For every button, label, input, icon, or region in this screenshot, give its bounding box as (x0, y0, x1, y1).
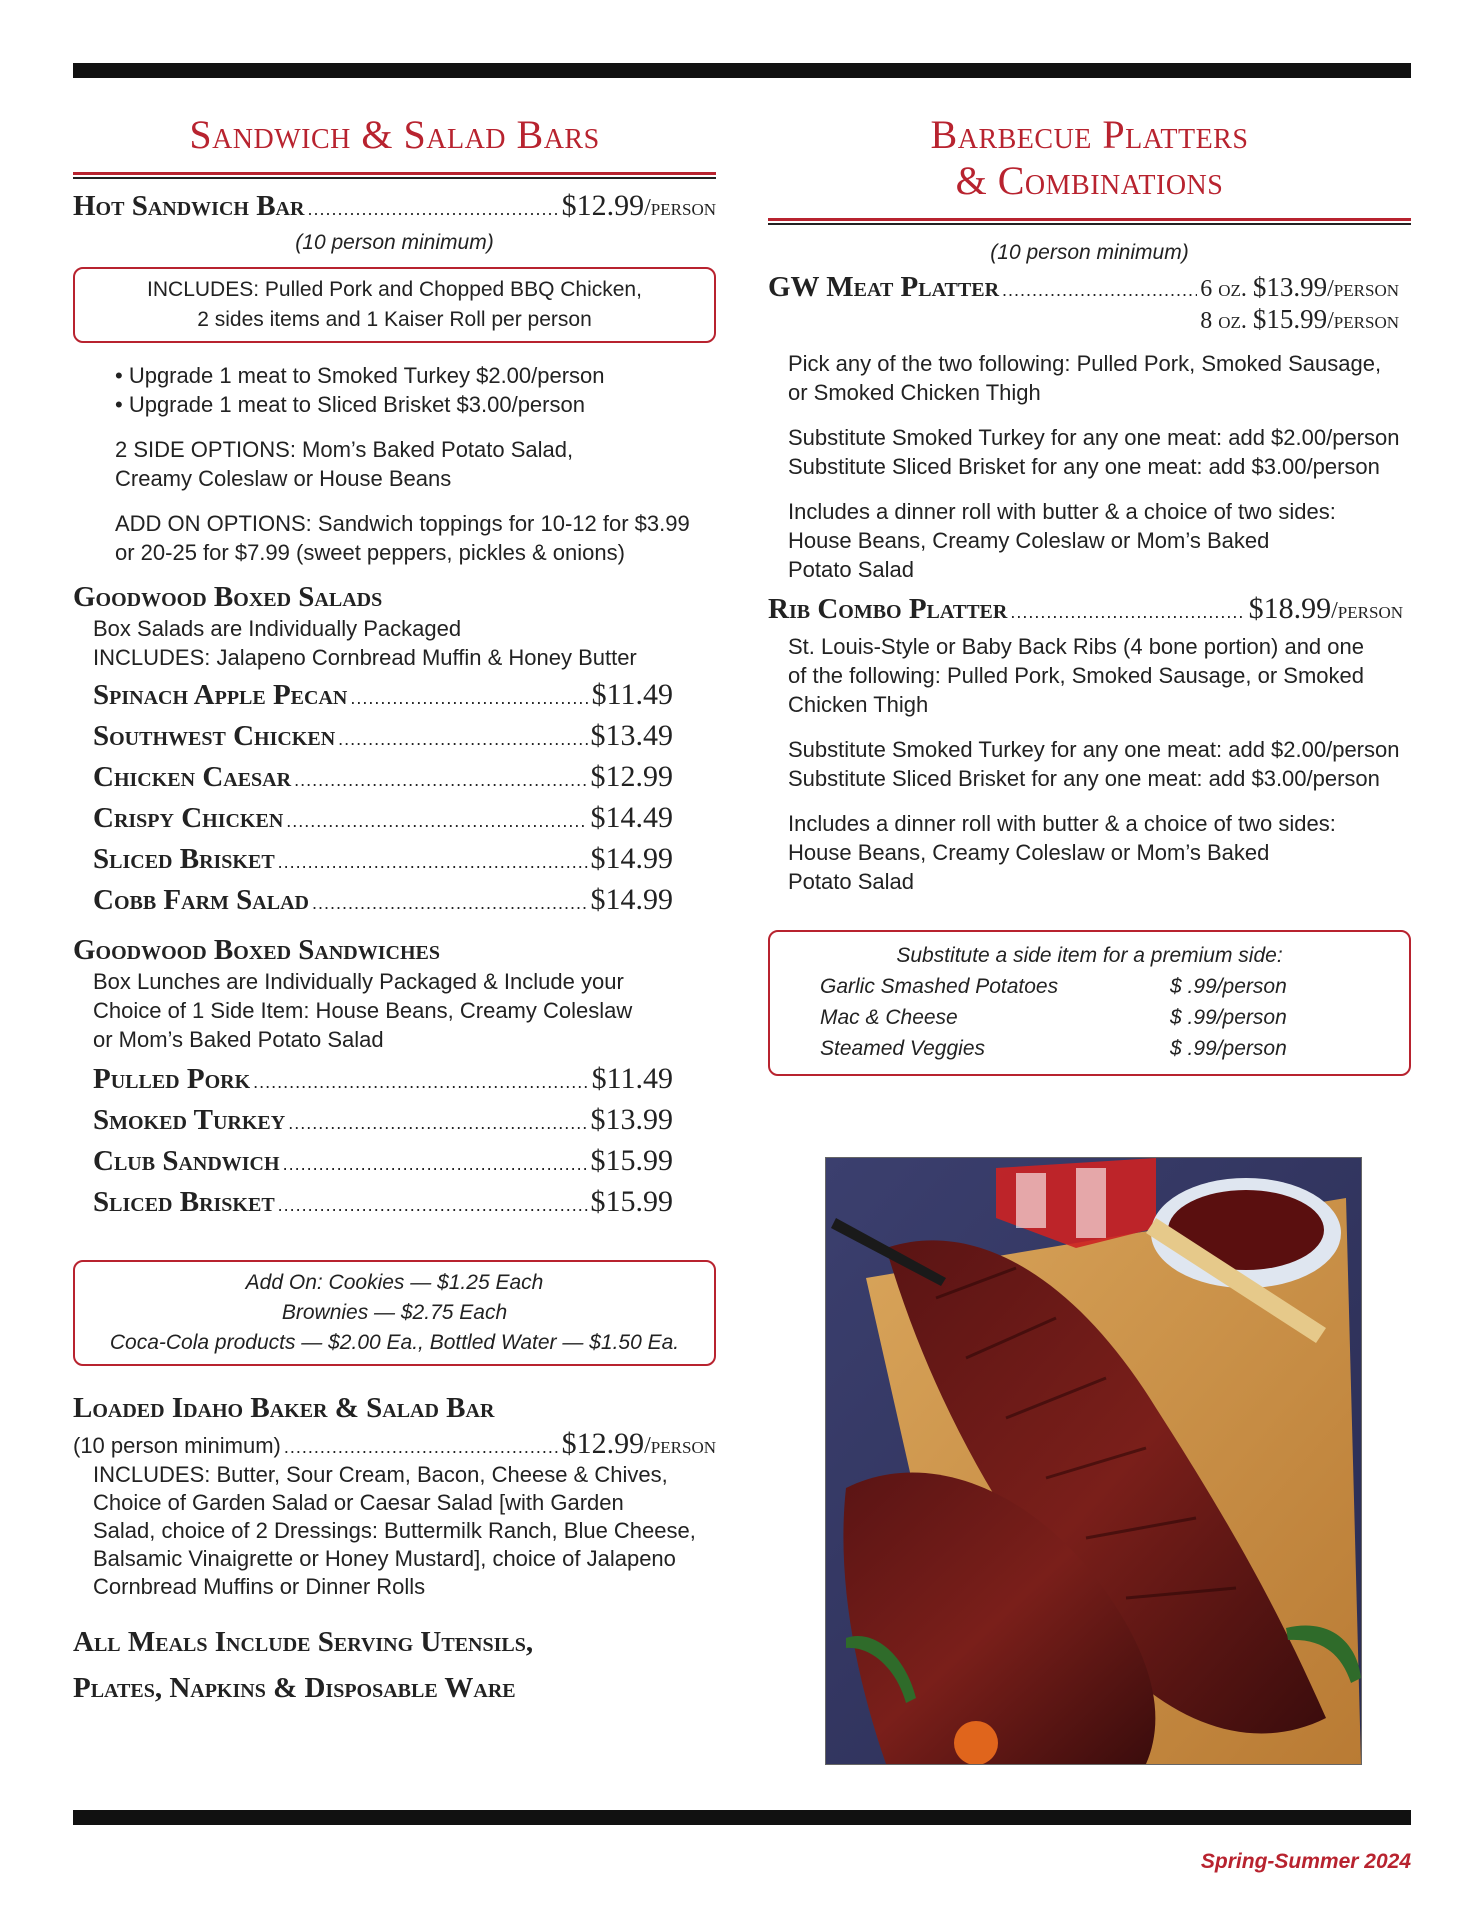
meat-platter-price: $13.99 (1252, 272, 1328, 302)
rib-combo-price: $18.99 (1248, 592, 1332, 625)
serving-note (73, 1619, 716, 1711)
right-column (768, 112, 1411, 1076)
baker-line: Cornbread Muffins or Dinner Rolls (93, 1574, 426, 1599)
menu-item-price: $14.99 (590, 883, 673, 916)
meat-platter-name: GW Meat Platter (768, 271, 1000, 303)
menu-item-price: $14.49 (590, 801, 673, 834)
boxed-salads-title: Goodwood Boxed Salads (73, 581, 383, 613)
premium-side-item (820, 971, 1397, 1002)
desc-line: Chicken Thigh (788, 692, 929, 717)
section-title-sandwich-salad: Sandwich & Salad Bars (189, 112, 600, 157)
leader-dots (338, 729, 587, 750)
upgrade-item: • Upgrade 1 meat to Sliced Brisket $3.00/person (115, 392, 585, 417)
baker-line: INCLUDES: Butter, Sour Cream, Bacon, Cheese & Chives, (93, 1462, 668, 1487)
section-rule (768, 218, 1411, 221)
leader-dots (278, 852, 588, 873)
section-rule-dark (73, 177, 716, 179)
menu-item (93, 719, 673, 760)
add-on-line: ADD ON OPTIONS: Sandwich toppings for 10-12 for $3.99 (115, 511, 690, 536)
desc-line: Substitute Smoked Turkey for any one meat: add $2.00/person (788, 737, 1400, 762)
leader-dots (350, 688, 588, 709)
menu-item-price: $14.99 (590, 842, 673, 875)
add-on-line: or 20-25 for $7.99 (sweet peppers, pickles & onions) (115, 540, 625, 565)
hot-sandwich-bar-price: $12.99 (561, 189, 645, 222)
upgrade-item: • Upgrade 1 meat to Smoked Turkey $2.00/person (115, 363, 605, 388)
menu-item-price: $15.99 (590, 1144, 673, 1177)
menu-item-price: $11.49 (591, 678, 673, 711)
rib-combo-substitute (768, 735, 1411, 793)
premium-side-price: $ .99/person (1170, 1006, 1287, 1029)
meat-platter-row (768, 271, 1411, 304)
premium-side-name: Steamed Veggies (820, 1037, 985, 1060)
portion-size: 8 oz. (1200, 308, 1247, 334)
menu-item-price: $15.99 (590, 1185, 673, 1218)
menu-item-price: $12.99 (590, 760, 673, 793)
serving-note-line: All Meals Include Serving Utensils, (73, 1626, 534, 1658)
leader-dots (1002, 280, 1197, 301)
meat-platter-row-2 (768, 304, 1411, 335)
baker-line: Salad, choice of 2 Dressings: Buttermilk Ranch, Blue Cheese, (93, 1518, 696, 1543)
price-unit: /person (1327, 308, 1399, 334)
season-label: Spring-Summer 2024 (1200, 1850, 1411, 1873)
menu-item-name: Cobb Farm Salad (93, 884, 309, 916)
section-rule (73, 172, 716, 175)
menu-item-name: Crispy Chicken (93, 802, 284, 834)
section-title-barbecue (768, 112, 1411, 204)
add-on-line: Coca-Cola products — $2.00 Ea., Bottled Water — $1.50 Ea. (109, 1331, 680, 1354)
serving-note-line: Plates, Napkins & Disposable Ware (73, 1672, 516, 1704)
section-rule-dark (768, 223, 1411, 225)
desc-line: INCLUDES: Jalapeno Cornbread Muffin & Honey Butter (93, 645, 637, 670)
baker-includes (73, 1461, 716, 1601)
desc-line: House Beans, Creamy Coleslaw or Mom’s Baked (788, 528, 1270, 553)
boxed-salads-list (73, 678, 673, 924)
minimum-note: (10 person minimum) (990, 241, 1189, 264)
section-title-line: Barbecue Platters (930, 112, 1249, 157)
desc-line: Includes a dinner roll with butter & a choice of two sides: (788, 499, 1336, 524)
menu-item (93, 801, 673, 842)
baker-line: Balsamic Vinaigrette or Honey Mustard], choice of Jalapeno (93, 1546, 676, 1571)
top-rule (73, 63, 1411, 78)
menu-item-name: Chicken Caesar (93, 761, 292, 793)
leader-dots (286, 811, 587, 832)
side-options-line: Creamy Coleslaw or House Beans (115, 466, 452, 491)
menu-item-name: Sliced Brisket (93, 1186, 275, 1218)
side-options-line: 2 SIDE OPTIONS: Mom’s Baked Potato Salad, (115, 437, 574, 462)
menu-item (93, 1103, 673, 1144)
menu-item (93, 678, 673, 719)
menu-item (93, 1185, 673, 1226)
premium-side-name: Garlic Smashed Potatoes (820, 975, 1059, 998)
bottom-rule (73, 1810, 1411, 1825)
portion-size: 6 oz. (1200, 276, 1247, 302)
desc-line: Box Salads are Individually Packaged (93, 616, 462, 641)
price-unit: /person (1331, 598, 1403, 624)
desc-line: Substitute Sliced Brisket for any one meat: add $3.00/person (788, 454, 1380, 479)
desc-line: or Smoked Chicken Thigh (788, 380, 1041, 405)
premium-side-item (820, 1002, 1397, 1033)
menu-item-price: $13.99 (590, 1103, 673, 1136)
leader-dots (294, 770, 587, 791)
premium-side-name: Mac & Cheese (820, 1006, 958, 1029)
desc-line: Choice of 1 Side Item: House Beans, Creamy Coleslaw (93, 998, 633, 1023)
premium-side-price: $ .99/person (1170, 975, 1287, 998)
side-options (73, 435, 716, 493)
menu-item-name: Spinach Apple Pecan (93, 679, 348, 711)
boxed-sandwiches-list (73, 1062, 673, 1226)
desc-line: Includes a dinner roll with butter & a choice of two sides: (788, 811, 1336, 836)
desc-line: Pick any of the two following: Pulled Pork, Smoked Sausage, (788, 351, 1382, 376)
hot-sandwich-bar-name: Hot Sandwich Bar (73, 190, 305, 222)
desc-line: of the following: Pulled Pork, Smoked Sausage, or Smoked (788, 663, 1364, 688)
minimum-note: (10 person minimum) (295, 231, 494, 254)
menu-item (93, 1144, 673, 1185)
leader-dots (1010, 602, 1245, 623)
premium-side-item (820, 1033, 1397, 1064)
desc-line: Substitute Sliced Brisket for any one meat: add $3.00/person (788, 766, 1380, 791)
desc-line: Box Lunches are Individually Packaged & Include your (93, 969, 624, 994)
leader-dots (307, 199, 558, 220)
desc-line: or Mom’s Baked Potato Salad (93, 1027, 384, 1052)
menu-item-name: Club Sandwich (93, 1145, 280, 1177)
add-on-line: Brownies — $2.75 Each (281, 1301, 508, 1324)
meat-platter-price: $15.99 (1252, 304, 1328, 334)
menu-item (93, 1062, 673, 1103)
leader-dots (284, 1437, 559, 1458)
menu-item (93, 760, 673, 801)
desc-line: House Beans, Creamy Coleslaw or Mom’s Baked (788, 840, 1270, 865)
baker-line: Choice of Garden Salad or Caesar Salad [with Garden (93, 1490, 624, 1515)
add-ons-box (73, 1260, 716, 1366)
desc-line: St. Louis-Style or Baby Back Ribs (4 bone portion) and one (788, 634, 1364, 659)
price-unit: /person (644, 1433, 716, 1459)
baker-title: Loaded Idaho Baker & Salad Bar (73, 1392, 495, 1424)
includes-box (73, 267, 716, 343)
leader-dots (278, 1195, 588, 1216)
menu-item-name: Southwest Chicken (93, 720, 336, 752)
menu-item-name: Smoked Turkey (93, 1104, 286, 1136)
desc-line: Potato Salad (788, 869, 914, 894)
price-unit: /person (1327, 276, 1399, 302)
includes-line: INCLUDES: Pulled Pork and Chopped BBQ Chicken, (147, 278, 642, 301)
rib-combo-desc (768, 632, 1411, 719)
boxed-salads-desc (73, 614, 716, 672)
menu-item (93, 883, 673, 924)
boxed-sandwiches-title: Goodwood Boxed Sandwiches (73, 934, 441, 966)
add-on-options (73, 509, 716, 567)
leader-dots (253, 1072, 588, 1093)
baker-price-row (73, 1427, 716, 1461)
left-column (73, 112, 716, 1711)
baker-minimum: (10 person minimum) (73, 1433, 281, 1458)
desc-line: Potato Salad (788, 557, 914, 582)
ribs-photo (825, 1157, 1362, 1765)
boxed-sandwiches-desc (73, 967, 716, 1054)
desc-line: Substitute Smoked Turkey for any one meat: add $2.00/person (788, 425, 1400, 450)
menu-item-price: $13.49 (590, 719, 673, 752)
baker-price: $12.99 (561, 1427, 645, 1460)
menu-item (93, 842, 673, 883)
price-unit: /person (644, 195, 716, 221)
menu-item-price: $11.49 (591, 1062, 673, 1095)
includes-line: 2 sides items and 1 Kaiser Roll per person (197, 308, 592, 331)
upgrade-list (73, 361, 716, 419)
leader-dots (312, 893, 588, 914)
meat-platter-includes (768, 497, 1411, 584)
meat-platter-substitute (768, 423, 1411, 481)
premium-side-title: Substitute a side item for a premium side: (896, 944, 1283, 967)
ribs-photo-art (826, 1158, 1361, 1764)
rib-combo-row (768, 592, 1411, 626)
hot-sandwich-bar-row (73, 189, 716, 223)
premium-side-price: $ .99/person (1170, 1037, 1287, 1060)
add-on-line: Add On: Cookies — $1.25 Each (245, 1271, 544, 1294)
meat-platter-pick (768, 349, 1411, 407)
rib-combo-includes (768, 809, 1411, 896)
menu-item-name: Pulled Pork (93, 1063, 251, 1095)
menu-item-name: Sliced Brisket (93, 843, 275, 875)
premium-side-box (768, 930, 1411, 1076)
leader-dots (288, 1113, 587, 1134)
rib-combo-name: Rib Combo Platter (768, 593, 1008, 625)
section-title-line: & Combinations (955, 158, 1224, 203)
leader-dots (283, 1154, 588, 1175)
